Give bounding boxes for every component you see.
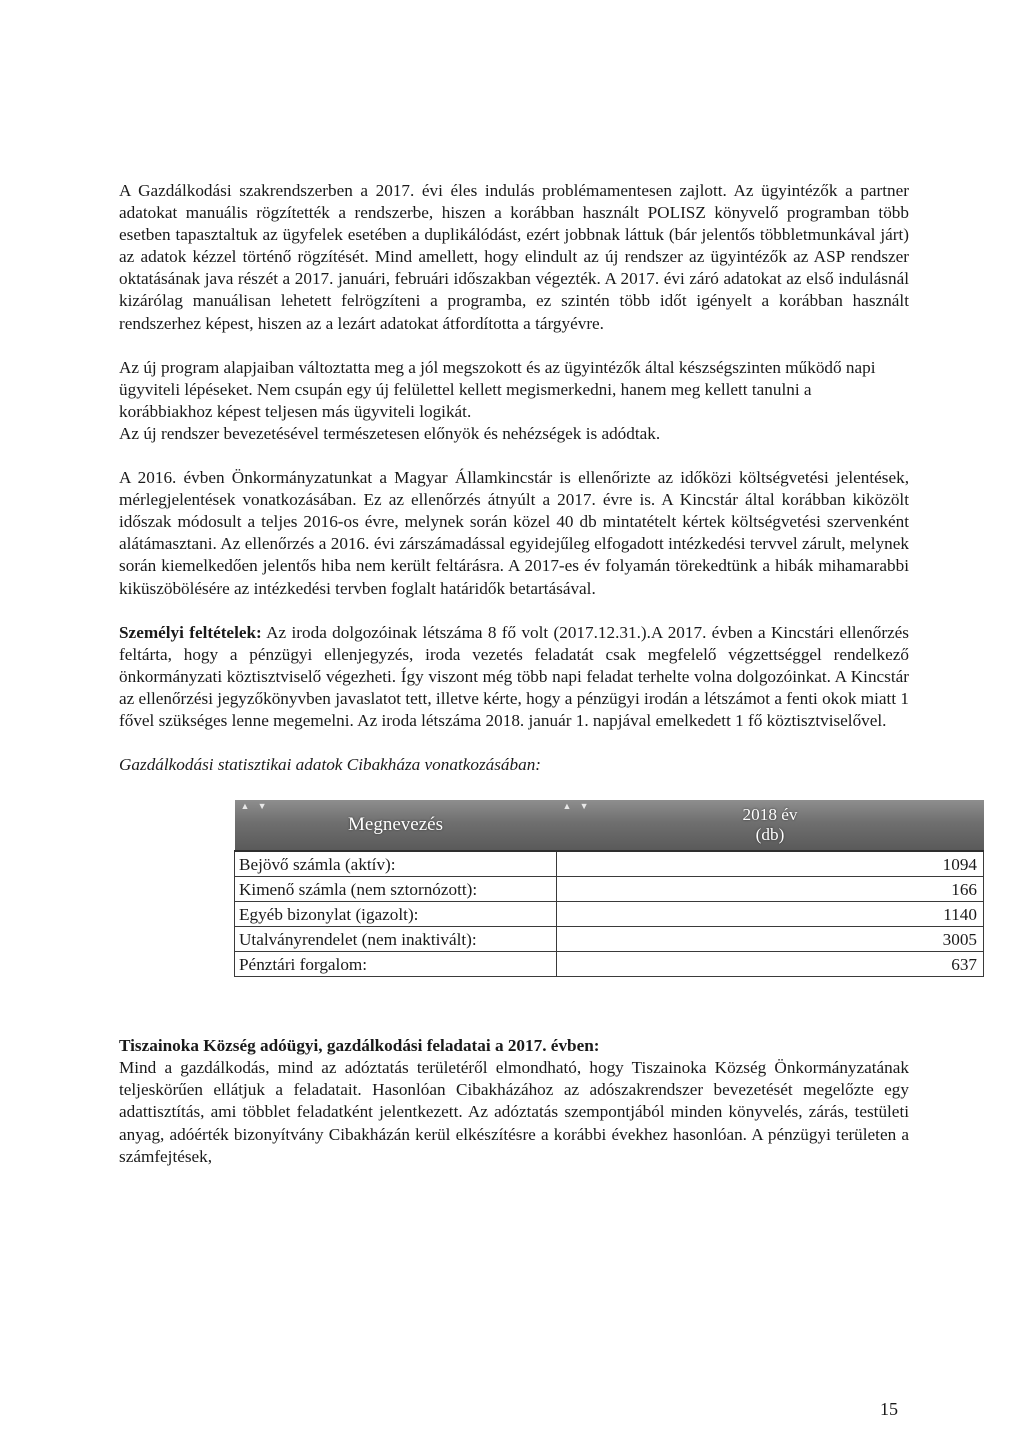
row-label: Kimenő számla (nem sztornózott): xyxy=(235,877,557,902)
column-header-unit-label: (db) xyxy=(755,825,785,845)
paragraph-personnel xyxy=(119,622,909,732)
stats-caption: Gazdálkodási statisztikai adatok Cibakháza vonatkozásában: xyxy=(119,755,542,775)
personnel-label: Személyi feltételek: xyxy=(119,622,262,642)
row-label: Bejövő számla (aktív): xyxy=(235,851,557,877)
column-header-name[interactable] xyxy=(235,800,557,851)
table-row xyxy=(235,877,984,902)
paragraph-tiszainoka: Mind a gazdálkodás, mind az adóztatás területéről elmondható, hogy Tiszainoka Község Önkormányzatának teljeskörűen ellátjuk a feladatait. Hasonlóan Cibakházához az adószakrendszer bevezetését megelőzte egy adattisztítás, ami többlet feladatként jelentkezett. Az adóztatás szempontjából minden könyvelés, zárás, testületi anyag, adóérték bizonyítvány Cibakházán kerül elkészítésre a korábbi évekhez hasonlóan. A pénzügyi területen a számfejtések, xyxy=(119,1058,909,1166)
row-value: 1140 xyxy=(557,902,984,927)
row-value: 166 xyxy=(557,877,984,902)
statistics-table xyxy=(234,800,984,977)
table-row xyxy=(235,902,984,927)
personnel-text: Az iroda dolgozóinak létszáma 8 fő volt (2017.12.31.).A 2017. évben a Kincstári ellenőrzés feltárta, hogy a pénzügyi ellenjegyzés, iroda vezetés feladatát csak megfelelő végzettséggel rendelkező önkormányzati köztisztviselő végezheti. Így viszont még több napi feladat terhelte volna dolgozóinkat. A Kincstár az ellenőrzési jegyzőkönyvben javaslatot tett, illetve kérte, hogy a pénzügyi irodán a létszámot a fenti okok miatt 1 fővel szükséges lenne megemelni. Az iroda létszáma 2018. január 1. napjával emelkedett 1 fő köztisztviselővel. xyxy=(119,622,909,730)
sort-arrows-icon[interactable]: ▲ ▼ xyxy=(240,801,270,812)
column-header-year-label: 2018 év xyxy=(742,805,798,825)
table-row xyxy=(235,952,984,977)
row-label: Utalványrendelet (nem inaktivált): xyxy=(235,927,557,952)
column-header-year[interactable] xyxy=(557,800,984,851)
table-header-row xyxy=(235,800,984,851)
row-value: 1094 xyxy=(557,851,984,877)
row-label: Egyéb bizonylat (igazolt): xyxy=(235,902,557,927)
row-value: 637 xyxy=(557,952,984,977)
row-label: Pénztári forgalom: xyxy=(235,952,557,977)
paragraph-new-program: Az új program alapjaiban változtatta meg a jól megszokott és az ügyintézők által készségszinten működő napi ügyviteli lépéseket. Nem csupán egy új felülettel kellett megismerkedni, hanem meg kellett tanulni a korábbiakhoz képest teljesen más ügyviteli logikát. xyxy=(119,357,876,421)
column-header-name-label: Megnevezés xyxy=(348,814,443,836)
table-row xyxy=(235,851,984,877)
table-row xyxy=(235,927,984,952)
document-body xyxy=(119,180,977,1168)
page-number: 15 xyxy=(880,1399,898,1419)
paragraph-treasury-audit: A 2016. évben Önkormányzatunkat a Magyar Államkincstár is ellenőrizte az időközi költségvetési jelentések, mérlegjelentések vonatkozásában. Ez az ellenőrzés átnyúlt a 2017. évre is. A Kincstár által korábban kiközölt időszak módosult a teljes 2016-os évre, melynek során közel 40 db mintatételt kértek költségvetési szervenként alátámasztani. Az ellenőrzés a 2016. évi zárszámadással egyidejűleg elfogadott intézkedési tervvel zárult, melynek során kiemelkedően jelentős hiba nem került feltárásra. A 2017-es év folyamán törekedtünk a hibák mihamarabbi kiküszöbölésére az intézkedési tervben foglalt határidők betartásával. xyxy=(119,468,909,598)
paragraph-asp-launch: A Gazdálkodási szakrendszerben a 2017. évi éles indulás problémamentesen zajlott. Az ügyintézők a partner adatokat manuális rögzítették a rendszerbe, hiszen a korábban használt POLISZ könyvelő programban több esetben tapasztaltuk az ügyfelek esetében a duplikálódást, ezért jobbnak láttuk (bár jelentős többletmunkával járt) az adatok kézzel történő rögzítését. Mind amellett, hogy elindult az új rendszer az ügyintézők az ASP rendszer oktatásának java részét a 2017. januári, februári időszakban végezték. A 2017. évi záró adatokat az első indulásnál kizárólag manuálisan lehetett felrögzíteni a programba, ez szintén több időt igényelt a korábban használt rendszerhez képest, hiszen az a lezárt adatokat átfordította a tárgyévre. xyxy=(119,181,909,333)
row-value: 3005 xyxy=(557,927,984,952)
paragraph-advantages: Az új rendszer bevezetésével természetesen előnyök és nehézségek is adódtak. xyxy=(119,423,661,443)
section-heading-tiszainoka: Tiszainoka Község adóügyi, gazdálkodási feladatai a 2017. évben: xyxy=(119,1036,600,1056)
sort-arrows-icon[interactable]: ▲ ▼ xyxy=(562,801,592,812)
